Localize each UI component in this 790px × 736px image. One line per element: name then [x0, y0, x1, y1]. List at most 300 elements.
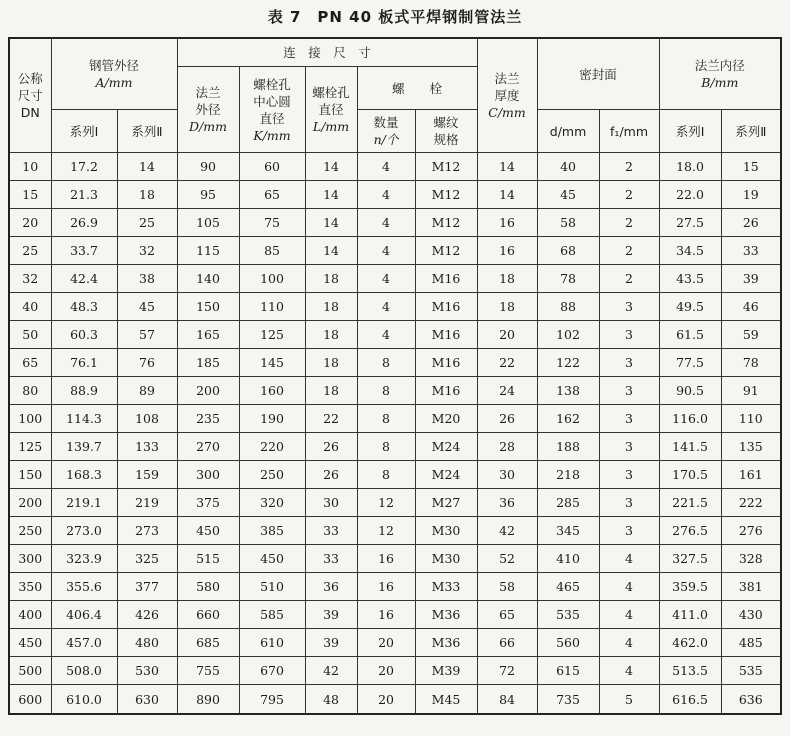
table-cell: 14 — [305, 237, 357, 265]
table-cell: 114.3 — [51, 405, 117, 433]
table-cell: 381 — [721, 573, 781, 601]
table-cell: 535 — [721, 657, 781, 685]
table-cell: 40 — [537, 153, 599, 181]
table-cell: 135 — [721, 433, 781, 461]
table-cell: 4 — [599, 629, 659, 657]
table-cell: M33 — [415, 573, 477, 601]
table-row — [9, 545, 781, 573]
table-cell: 90.5 — [659, 377, 721, 405]
table-cell: 75 — [239, 209, 305, 237]
table-cell: M16 — [415, 377, 477, 405]
header-bolt-circle — [239, 67, 305, 153]
table-cell: 411.0 — [659, 601, 721, 629]
table-cell: 80 — [9, 377, 51, 405]
table-cell: 25 — [9, 237, 51, 265]
table-cell: 8 — [357, 377, 415, 405]
table-cell: 125 — [239, 321, 305, 349]
table-cell: 30 — [305, 489, 357, 517]
table-cell: 18 — [305, 293, 357, 321]
header-bore-line2: B/mm — [701, 75, 739, 90]
header-bolt-thread-line2: 规格 — [433, 132, 459, 147]
table-cell: 535 — [537, 601, 599, 629]
header-bolt-hole-line3: L/mm — [312, 119, 350, 134]
table-cell: 24 — [477, 377, 537, 405]
table-cell: 42 — [477, 517, 537, 545]
table-cell: 100 — [9, 405, 51, 433]
table-cell: M16 — [415, 265, 477, 293]
table-cell: 8 — [357, 405, 415, 433]
table-cell: 2 — [599, 265, 659, 293]
table-cell: 3 — [599, 405, 659, 433]
table-cell: 250 — [9, 517, 51, 545]
table-cell: 18 — [477, 293, 537, 321]
table-cell: 110 — [239, 293, 305, 321]
table-row — [9, 349, 781, 377]
table-cell: 27.5 — [659, 209, 721, 237]
table-cell: 159 — [117, 461, 177, 489]
table-cell: 400 — [9, 601, 51, 629]
table-cell: 530 — [117, 657, 177, 685]
table-cell: 18 — [305, 321, 357, 349]
table-cell: 18.0 — [659, 153, 721, 181]
table-cell: 375 — [177, 489, 239, 517]
table-cell: 28 — [477, 433, 537, 461]
table-row — [9, 153, 781, 181]
table-cell: 33.7 — [51, 237, 117, 265]
table-cell: 485 — [721, 629, 781, 657]
header-seal-d: d/mm — [537, 110, 599, 153]
table-cell: 4 — [599, 545, 659, 573]
table-cell: 510 — [239, 573, 305, 601]
table-cell: M20 — [415, 405, 477, 433]
table-cell: 17.2 — [51, 153, 117, 181]
table-cell: 95 — [177, 181, 239, 209]
table-cell: 4 — [357, 237, 415, 265]
table-cell: 26 — [305, 461, 357, 489]
header-bolt-hole-line1: 螺栓孔 — [312, 85, 350, 100]
table-cell: 3 — [599, 517, 659, 545]
table-cell: 150 — [9, 461, 51, 489]
table-cell: 185 — [177, 349, 239, 377]
header-bolt-thread — [415, 110, 477, 153]
table-cell: 200 — [9, 489, 51, 517]
table-cell: M16 — [415, 321, 477, 349]
header-bolt-hole-line2: 直径 — [318, 102, 344, 117]
table-cell: 110 — [721, 405, 781, 433]
table-cell: 22 — [305, 405, 357, 433]
table-cell: M12 — [415, 181, 477, 209]
table-cell: 16 — [357, 573, 415, 601]
table-cell: 670 — [239, 657, 305, 685]
header-dn-line1: 公称 — [17, 71, 43, 86]
table-cell: 273 — [117, 517, 177, 545]
table-row — [9, 237, 781, 265]
table-cell: 385 — [239, 517, 305, 545]
table-cell: 30 — [477, 461, 537, 489]
header-seal-f1: f₁/mm — [599, 110, 659, 153]
table-cell: 465 — [537, 573, 599, 601]
table-cell: 218 — [537, 461, 599, 489]
header-pipe-series2: 系列Ⅱ — [117, 110, 177, 153]
table-cell: 5 — [599, 685, 659, 715]
table-cell: 3 — [599, 489, 659, 517]
table-cell: 795 — [239, 685, 305, 715]
header-dn — [9, 38, 51, 153]
table-cell: 14 — [477, 181, 537, 209]
table-cell: 14 — [117, 153, 177, 181]
table-cell: 615 — [537, 657, 599, 685]
table-cell: 90 — [177, 153, 239, 181]
header-pipe-series1: 系列Ⅰ — [51, 110, 117, 153]
header-thickness-line1: 法兰 — [494, 71, 520, 86]
table-cell: 42.4 — [51, 265, 117, 293]
table-cell: 18 — [305, 265, 357, 293]
table-cell: 20 — [477, 321, 537, 349]
table-cell: 26.9 — [51, 209, 117, 237]
table-cell: 359.5 — [659, 573, 721, 601]
header-bolt-circle-line1: 螺栓孔 — [253, 76, 291, 92]
table-cell: 222 — [721, 489, 781, 517]
table-cell: 40 — [9, 293, 51, 321]
table-cell: 150 — [177, 293, 239, 321]
table-cell: 140 — [177, 265, 239, 293]
header-flange-od — [177, 67, 239, 153]
table-cell: 323.9 — [51, 545, 117, 573]
table-cell: 26 — [721, 209, 781, 237]
table-cell: 270 — [177, 433, 239, 461]
table-cell: 161 — [721, 461, 781, 489]
table-cell: 4 — [357, 265, 415, 293]
table-cell: 16 — [357, 601, 415, 629]
table-cell: 61.5 — [659, 321, 721, 349]
table-cell: 14 — [305, 153, 357, 181]
table-cell: 12 — [357, 517, 415, 545]
table-cell: 77.5 — [659, 349, 721, 377]
table-row — [9, 377, 781, 405]
table-cell: 57 — [117, 321, 177, 349]
table-cell: 328 — [721, 545, 781, 573]
table-cell: 18 — [117, 181, 177, 209]
table-cell: 33 — [305, 517, 357, 545]
table-cell: 3 — [599, 377, 659, 405]
table-cell: 65 — [9, 349, 51, 377]
table-cell: 168.3 — [51, 461, 117, 489]
table-cell: 508.0 — [51, 657, 117, 685]
table-cell: 2 — [599, 181, 659, 209]
header-thickness-line2: 厚度 — [494, 88, 520, 103]
table-cell: 10 — [9, 153, 51, 181]
table-cell: 660 — [177, 601, 239, 629]
table-cell: 300 — [9, 545, 51, 573]
header-thickness-line3: C/mm — [488, 105, 526, 120]
table-cell: 4 — [599, 601, 659, 629]
table-cell: 20 — [357, 657, 415, 685]
header-bolt-circle-line4: K/mm — [253, 127, 291, 143]
table-cell: 8 — [357, 461, 415, 489]
table-cell: 616.5 — [659, 685, 721, 715]
table-cell: 165 — [177, 321, 239, 349]
header-bolt-qty — [357, 110, 415, 153]
table-cell: 78 — [537, 265, 599, 293]
header-bolt: 螺 栓 — [357, 67, 477, 110]
table-cell: 377 — [117, 573, 177, 601]
table-cell: 406.4 — [51, 601, 117, 629]
table-cell: 115 — [177, 237, 239, 265]
header-flange-od-line1: 法兰 — [195, 85, 221, 100]
table-cell: 426 — [117, 601, 177, 629]
table-cell: 66 — [477, 629, 537, 657]
table-cell: 50 — [9, 321, 51, 349]
table-cell: 65 — [477, 601, 537, 629]
header-seal: 密封面 — [537, 38, 659, 110]
table-cell: 610 — [239, 629, 305, 657]
table-cell: 350 — [9, 573, 51, 601]
table-cell: 200 — [177, 377, 239, 405]
table-cell: 300 — [177, 461, 239, 489]
table-cell: 52 — [477, 545, 537, 573]
header-flange-od-line3: D/mm — [189, 119, 227, 134]
table-cell: 3 — [599, 433, 659, 461]
table-cell: 755 — [177, 657, 239, 685]
table-cell: 160 — [239, 377, 305, 405]
table-cell: M12 — [415, 237, 477, 265]
table-cell: M16 — [415, 293, 477, 321]
table-cell: 219 — [117, 489, 177, 517]
table-cell: 133 — [117, 433, 177, 461]
table-cell: 36 — [305, 573, 357, 601]
table-cell: 285 — [537, 489, 599, 517]
table-cell: 21.3 — [51, 181, 117, 209]
table-cell: 89 — [117, 377, 177, 405]
table-cell: 8 — [357, 433, 415, 461]
table-cell: 15 — [721, 153, 781, 181]
table-cell: 2 — [599, 209, 659, 237]
header-bolt-circle-line2: 中心圆 — [253, 93, 291, 109]
header-bolt-qty-line1: 数量 — [373, 115, 399, 130]
table-cell: M24 — [415, 433, 477, 461]
table-cell: M12 — [415, 209, 477, 237]
table-cell: 33 — [305, 545, 357, 573]
table-cell: 65 — [239, 181, 305, 209]
table-cell: 36 — [477, 489, 537, 517]
table-cell: 60.3 — [51, 321, 117, 349]
table-cell: 18 — [305, 349, 357, 377]
table-cell: 462.0 — [659, 629, 721, 657]
table-cell: 76.1 — [51, 349, 117, 377]
table-cell: 68 — [537, 237, 599, 265]
table-row — [9, 685, 781, 715]
table-cell: 735 — [537, 685, 599, 715]
table-row — [9, 657, 781, 685]
table-cell: 162 — [537, 405, 599, 433]
table-cell: 105 — [177, 209, 239, 237]
table-cell: 685 — [177, 629, 239, 657]
table-cell: 14 — [305, 181, 357, 209]
table-cell: 33 — [721, 237, 781, 265]
table-cell: 235 — [177, 405, 239, 433]
table-cell: M30 — [415, 517, 477, 545]
header-connection: 连 接 尺 寸 — [177, 38, 477, 67]
table-cell: 500 — [9, 657, 51, 685]
header-pipe-od — [51, 38, 177, 110]
table-cell: 515 — [177, 545, 239, 573]
table-row — [9, 517, 781, 545]
table-cell: 22 — [477, 349, 537, 377]
table-cell: 630 — [117, 685, 177, 715]
table-cell: 39 — [721, 265, 781, 293]
table-cell: 18 — [477, 265, 537, 293]
table-row — [9, 293, 781, 321]
table-cell: 18 — [305, 377, 357, 405]
table-cell: 219.1 — [51, 489, 117, 517]
header-bolt-thread-line1: 螺纹 — [433, 115, 459, 130]
table-cell: 85 — [239, 237, 305, 265]
header-pipe-od-line2: A/mm — [95, 75, 133, 90]
table-cell: 102 — [537, 321, 599, 349]
table-row — [9, 209, 781, 237]
table-cell: 20 — [357, 685, 415, 715]
table-cell: 320 — [239, 489, 305, 517]
table-cell: 580 — [177, 573, 239, 601]
table-cell: 20 — [357, 629, 415, 657]
header-bolt-circle-line3: 直径 — [259, 110, 285, 126]
table-cell: 4 — [357, 153, 415, 181]
table-cell: 3 — [599, 321, 659, 349]
table-cell: 141.5 — [659, 433, 721, 461]
table-cell: 26 — [477, 405, 537, 433]
table-cell: 190 — [239, 405, 305, 433]
table-cell: 58 — [477, 573, 537, 601]
table-cell: 46 — [721, 293, 781, 321]
table-cell: 610.0 — [51, 685, 117, 715]
table-cell: 76 — [117, 349, 177, 377]
table-cell: 170.5 — [659, 461, 721, 489]
table-cell: 345 — [537, 517, 599, 545]
table-cell: 188 — [537, 433, 599, 461]
table-row — [9, 489, 781, 517]
table-cell: 450 — [177, 517, 239, 545]
table-cell: 39 — [305, 629, 357, 657]
table-cell: 25 — [117, 209, 177, 237]
table-cell: 325 — [117, 545, 177, 573]
table-row — [9, 181, 781, 209]
table-cell: 100 — [239, 265, 305, 293]
table-cell: 16 — [477, 237, 537, 265]
table-cell: 4 — [599, 573, 659, 601]
table-row — [9, 433, 781, 461]
table-cell: 108 — [117, 405, 177, 433]
table-cell: 19 — [721, 181, 781, 209]
header-bolt-hole — [305, 67, 357, 153]
table-cell: M16 — [415, 349, 477, 377]
table-cell: 59 — [721, 321, 781, 349]
table-cell: 8 — [357, 349, 415, 377]
table-cell: 16 — [357, 545, 415, 573]
table-cell: 32 — [9, 265, 51, 293]
header-dn-line3: DN — [20, 105, 40, 120]
table-cell: 84 — [477, 685, 537, 715]
table-cell: 45 — [117, 293, 177, 321]
header-flange-od-line2: 外径 — [195, 102, 221, 117]
table-cell: M36 — [415, 629, 477, 657]
table-row — [9, 601, 781, 629]
table-cell: 327.5 — [659, 545, 721, 573]
table-title: 表 7 PN 40 板式平焊钢制管法兰 — [267, 8, 523, 26]
table-cell: 48.3 — [51, 293, 117, 321]
table-cell: 72 — [477, 657, 537, 685]
table-cell: M39 — [415, 657, 477, 685]
table-cell: 513.5 — [659, 657, 721, 685]
table-cell: 4 — [357, 209, 415, 237]
table-cell: 221.5 — [659, 489, 721, 517]
table-row — [9, 321, 781, 349]
table-cell: 91 — [721, 377, 781, 405]
table-cell: 2 — [599, 237, 659, 265]
table-cell: 560 — [537, 629, 599, 657]
header-dn-line2: 尺寸 — [17, 88, 43, 103]
table-cell: 15 — [9, 181, 51, 209]
table-cell: 14 — [477, 153, 537, 181]
table-cell: 410 — [537, 545, 599, 573]
table-cell: 4 — [357, 293, 415, 321]
table-cell: 48 — [305, 685, 357, 715]
table-cell: 38 — [117, 265, 177, 293]
table-cell: 220 — [239, 433, 305, 461]
table-cell: 600 — [9, 685, 51, 715]
table-cell: 39 — [305, 601, 357, 629]
table-cell: 4 — [599, 657, 659, 685]
table-cell: 636 — [721, 685, 781, 715]
table-cell: 450 — [9, 629, 51, 657]
table-cell: 43.5 — [659, 265, 721, 293]
table-cell: 49.5 — [659, 293, 721, 321]
table-row — [9, 629, 781, 657]
header-bore-series2: 系列Ⅱ — [721, 110, 781, 153]
table-cell: 42 — [305, 657, 357, 685]
table-cell: 276.5 — [659, 517, 721, 545]
table-cell: 3 — [599, 293, 659, 321]
table-cell: 430 — [721, 601, 781, 629]
table-cell: 125 — [9, 433, 51, 461]
table-cell: 45 — [537, 181, 599, 209]
table-row — [9, 405, 781, 433]
table-cell: 20 — [9, 209, 51, 237]
table-cell: 138 — [537, 377, 599, 405]
flange-table — [8, 37, 782, 715]
table-cell: 585 — [239, 601, 305, 629]
table-cell: 88 — [537, 293, 599, 321]
table-cell: 78 — [721, 349, 781, 377]
table-cell: 4 — [357, 321, 415, 349]
header-bore — [659, 38, 781, 110]
table-cell: 2 — [599, 153, 659, 181]
table-cell: 890 — [177, 685, 239, 715]
table-cell: 145 — [239, 349, 305, 377]
table-cell: 450 — [239, 545, 305, 573]
table-cell: 3 — [599, 461, 659, 489]
table-cell: 480 — [117, 629, 177, 657]
table-cell: M24 — [415, 461, 477, 489]
table-cell: 16 — [477, 209, 537, 237]
table-cell: 88.9 — [51, 377, 117, 405]
table-header — [9, 38, 781, 153]
table-body — [9, 153, 781, 715]
table-cell: 22.0 — [659, 181, 721, 209]
table-cell: 58 — [537, 209, 599, 237]
header-pipe-od-line1: 钢管外径 — [89, 58, 140, 73]
table-cell: 60 — [239, 153, 305, 181]
header-bore-line1: 法兰内径 — [694, 58, 745, 73]
